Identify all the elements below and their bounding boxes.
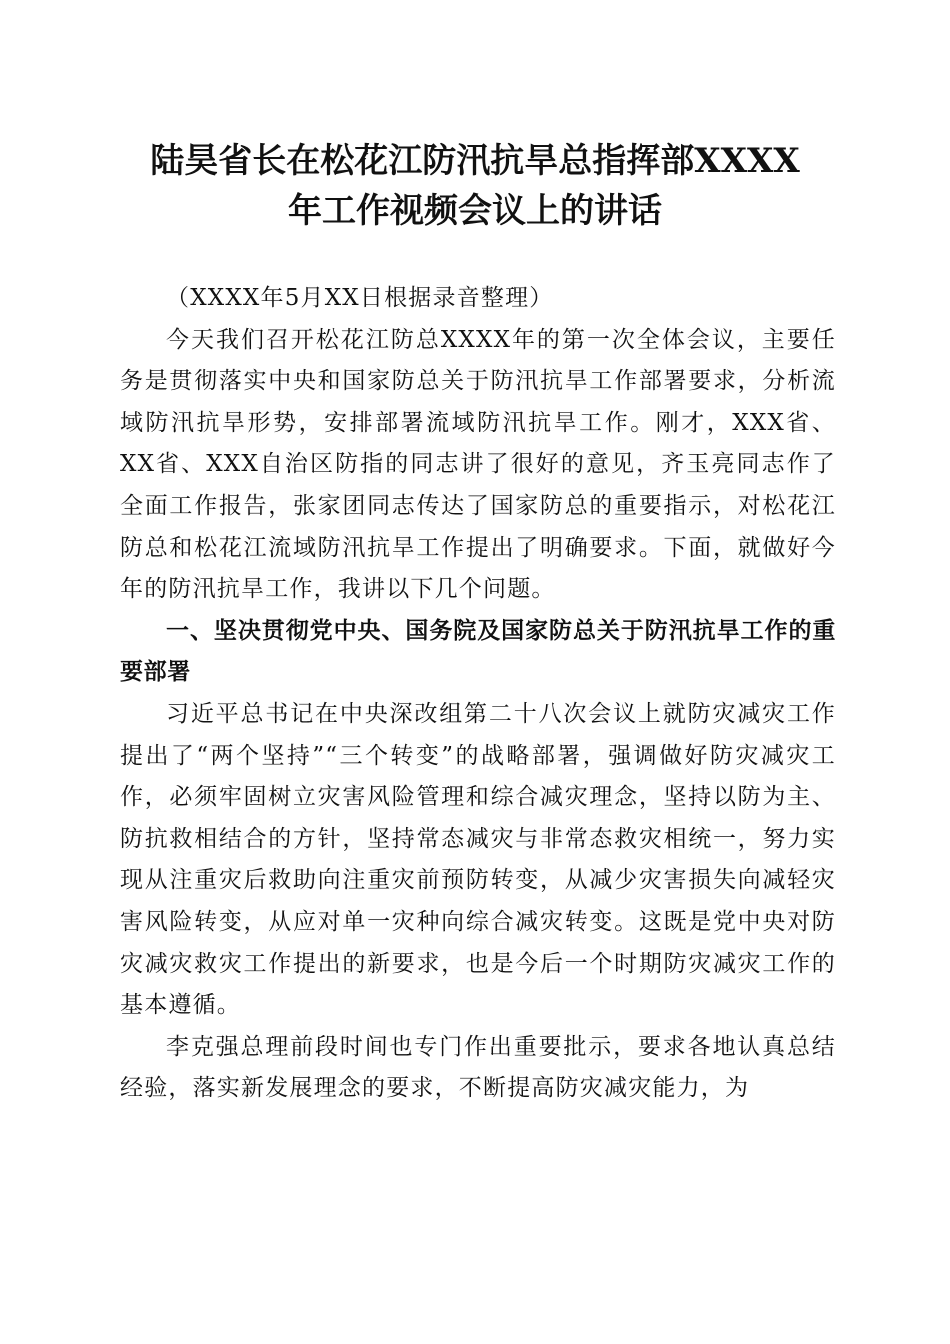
- document-body: [120, 278, 836, 1110]
- title-line-1: 陆昊省长在松花江防汛抗旱总指挥部XXXX: [150, 141, 800, 181]
- paragraph-intro: 今天我们召开松花江防总XXXX年的第一次全体会议，主要任务是贯彻落实中央和国家防总关于防汛抗旱工作部署要求，分析流域防汛抗旱形势，安排部署流域防汛抗旱工作。刚才，XXX省、XX省、XXX自治区防指的同志讲了很好的意见，齐玉亮同志作了全面工作报告，张家团同志传达了国家防总的重要指示，对松花江防总和松花江流域防汛抗旱工作提出了明确要求。下面，就做好今年的防汛抗旱工作，我讲以下几个问题。: [120, 326, 836, 603]
- section-heading-1: 一、坚决贯彻党中央、国务院及国家防总关于防汛抗旱工作的重要部署: [120, 617, 836, 686]
- title-line-2: 年工作视频会议上的讲话: [288, 191, 662, 231]
- recording-note: （XXXX年5月XX日根据录音整理）: [166, 285, 554, 311]
- paragraph-li-instructions: 李克强总理前段时间也专门作出重要批示，要求各地认真总结经验，落实新发展理念的要求，不断提高防灾减灾能力，为: [120, 1033, 836, 1102]
- paragraph-xi-instructions: 习近平总书记在中央深改组第二十八次会议上就防灾减灾工作提出了“两个坚持”“三个转变”的战略部署，强调做好防灾减灾工作，必须牢固树立灾害风险管理和综合减灾理念，坚持以防为主、防抗救相结合的方针，坚持常态减灾与非常态救灾相统一，努力实现从注重灾后救助向注重灾前预防转变，从减少灾害损失向减轻灾害风险转变，从应对单一灾种向综合减灾转变。这既是党中央对防灾减灾救灾工作提出的新要求，也是今后一个时期防灾减灾工作的基本遵循。: [120, 700, 836, 1019]
- document-title: [100, 136, 850, 236]
